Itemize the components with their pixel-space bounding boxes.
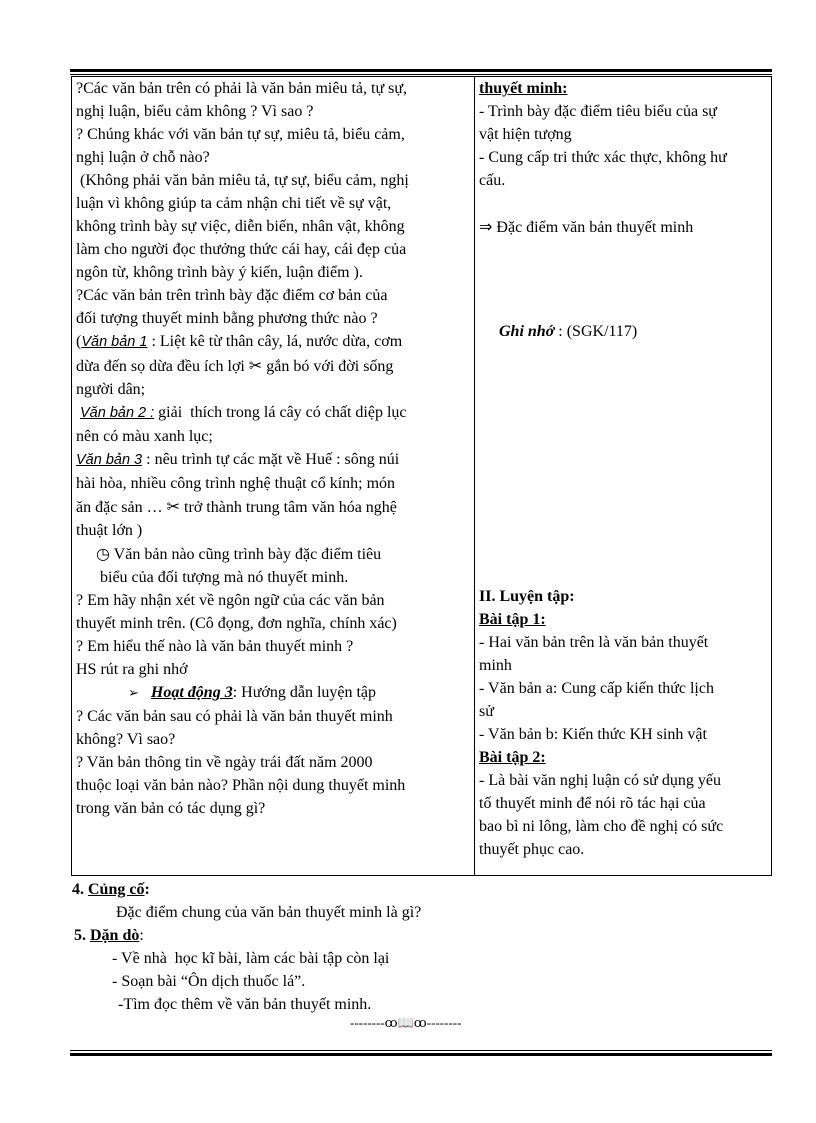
practice-heading-text: II. Luyện tập:	[479, 588, 575, 605]
question-text: không? Vì sao?	[76, 731, 176, 748]
answer-text: tố thuyết minh để nói rõ tác hại của	[479, 795, 706, 812]
spacer	[479, 239, 768, 262]
section-number: 4.	[72, 881, 88, 898]
text-3-content: : nêu trình tự các mặt về Huế : sông núi	[142, 451, 400, 468]
activity-3-title: : Hướng dẫn luyện tập	[232, 684, 377, 701]
section-continuation-heading: thuyết minh:	[479, 80, 568, 97]
question-text: ? Văn bản thông tin về ngày trái đất năm 2000	[76, 754, 373, 771]
top-border-thin	[70, 74, 772, 75]
question-text: ?Các văn bản trên có phải là văn bản miêu tả, tự sự,	[76, 80, 408, 97]
text-line: người dân;	[76, 381, 146, 398]
section-4-text: Đặc điểm chung của văn bản thuyết minh là gì?	[116, 904, 422, 921]
remember-reference: : (SGK/117)	[554, 323, 638, 340]
implies-arrow-icon: ⇒	[479, 217, 493, 236]
note-text: vật hiện tượng	[479, 126, 572, 143]
answer-text: (Không phải văn bản miêu tả, tự sự, biểu cảm, nghị	[76, 172, 409, 189]
note-text: - Cung cấp tri thức xác thực, không hư	[479, 149, 727, 166]
exercise-1-heading: Bài tập 1:	[479, 611, 546, 628]
remember-note	[479, 320, 768, 343]
spacer	[479, 192, 768, 215]
text-line: thuật lớn )	[76, 522, 143, 539]
text-1-content: : Liệt kê từ thân cây, lá, nước dừa, cơm	[147, 333, 403, 350]
text-2-line	[76, 401, 470, 425]
conclusion-text: Văn bản nào cũng trình bày đặc điểm tiêu	[109, 546, 382, 563]
homework-item: - Soạn bài “Ôn dịch thuốc lá”.	[112, 973, 306, 990]
answer-text: luận vì không giúp ta cảm nhận chi tiết về sự vật,	[76, 195, 392, 212]
conclusion-line	[76, 542, 470, 566]
homework-item: - Về nhà học kĩ bài, làm các bài tập còn lại	[112, 950, 390, 967]
student-note: HS rút ra ghi nhớ	[76, 661, 188, 678]
note-text: cấu.	[479, 172, 506, 189]
question-text: thuyết minh trên. (Cô đọng, đơn nghĩa, chính xác)	[76, 615, 397, 632]
answer-text: bao bì ni lông, làm cho đề nghị có sức	[479, 818, 724, 835]
text-2-content: giải thích trong lá cây có chất diệp lục	[154, 404, 407, 421]
answer-text: minh	[479, 657, 512, 674]
bottom-border-thick	[70, 1053, 772, 1056]
section-4-heading	[72, 878, 772, 901]
colon: :	[139, 927, 144, 944]
text-3-label: Văn bản 3	[76, 452, 143, 468]
question-text: ? Các văn bản sau có phải là văn bản thuyết minh	[76, 708, 393, 725]
answer-text: - Hai văn bản trên là văn bản thuyết	[479, 634, 709, 651]
text-content: trở thành trung tâm văn hóa nghệ	[180, 499, 397, 516]
remember-label: Ghi nhớ	[499, 323, 555, 340]
text-2-label: Văn bản 2 :	[80, 405, 155, 421]
scissors-icon: ✂	[248, 356, 263, 375]
spacer	[479, 343, 768, 585]
feature-summary	[479, 215, 768, 239]
end-ornament: --------ꝏ📖ꝏ--------	[350, 1015, 462, 1030]
text-content: dừa đến sọ dừa đều ích lợi	[76, 358, 249, 375]
section-number: 5.	[74, 927, 90, 944]
question-text: nghị luận, biểu cảm không ? Vì sao ?	[76, 103, 314, 120]
text-line	[76, 495, 470, 519]
question-text: ? Em hãy nhận xét về ngôn ngữ của các văn bản	[76, 592, 385, 609]
question-text: ?Các văn bản trên trình bày đặc điểm cơ bản của	[76, 287, 388, 304]
colon: :	[144, 881, 150, 898]
answer-text: thuyết phục cao.	[479, 841, 585, 858]
bottom-border-thin	[70, 1050, 772, 1051]
clock-icon: ◷	[96, 544, 110, 563]
text-1-label: Văn bản 1	[81, 334, 148, 350]
answer-text: sử	[479, 703, 494, 720]
top-border-thick	[70, 69, 772, 72]
text-content: ăn đặc sản …	[76, 499, 167, 516]
teacher-activity-column	[72, 77, 475, 875]
practice-heading	[479, 585, 768, 608]
note-text: - Trình bày đặc điểm tiêu biểu của sự	[479, 103, 717, 120]
answer-text: ngôn từ, không trình bày ý kiến, luận điểm ).	[76, 264, 363, 281]
section-4-title: Củng cố	[88, 881, 145, 898]
question-text: ? Chúng khác với văn bản tự sự, miêu tả, biểu cảm,	[76, 126, 405, 143]
question-text: trong văn bản có tác dụng gì?	[76, 800, 266, 817]
answer-text: không trình bày sự việc, diễn biến, nhân vật, không	[76, 218, 405, 235]
section-5-heading	[72, 924, 772, 947]
answer-text: - Là bài văn nghị luận có sử dụng yếu	[479, 772, 721, 789]
arrow-bullet-icon: ➢	[128, 686, 139, 701]
paren: (	[76, 333, 82, 350]
content-column	[475, 77, 771, 875]
exercise-2-heading: Bài tập 2:	[479, 749, 546, 766]
question-text: nghị luận ở chỗ nào?	[76, 149, 210, 166]
answer-text: làm cho người đọc thưởng thức cái hay, cái đẹp của	[76, 241, 407, 258]
text-3-line	[76, 448, 470, 472]
text-line: nên có màu xanh lục;	[76, 428, 213, 445]
spacer	[479, 285, 768, 308]
feature-summary-text: Đặc điểm văn bản thuyết minh	[492, 219, 694, 236]
homework-item: -Tìm đọc thêm về văn bản thuyết minh.	[118, 996, 372, 1013]
text-line: hài hòa, nhiều công trình nghệ thuật cổ kính; món	[76, 475, 396, 492]
question-text: ? Em hiểu thế nào là văn bản thuyết minh ?	[76, 638, 354, 655]
question-text: đối tượng thuyết minh bằng phương thức nào ?	[76, 310, 378, 327]
answer-text: - Văn bản a: Cung cấp kiến thức lịch	[479, 680, 714, 697]
text-content: gắn bó với đời sống	[262, 358, 394, 375]
conclusion-text: biểu của đối tượng mà nó thuyết minh.	[100, 569, 349, 586]
question-text: thuộc loại văn bản nào? Phần nội dung thuyết minh	[76, 777, 406, 794]
activity-3-label: Hoạt động 3	[150, 684, 233, 701]
activity-3-heading	[76, 681, 470, 705]
lesson-footer	[72, 878, 772, 1016]
text-1-line	[76, 354, 470, 378]
answer-text: - Văn bản b: Kiến thức KH sinh vật	[479, 726, 707, 743]
scissors-icon: ✂	[166, 497, 181, 516]
spacer	[479, 308, 768, 320]
lesson-table	[71, 76, 772, 876]
section-5-title: Dặn dò	[90, 927, 140, 944]
spacer	[479, 262, 768, 285]
text-1-line	[76, 330, 470, 354]
